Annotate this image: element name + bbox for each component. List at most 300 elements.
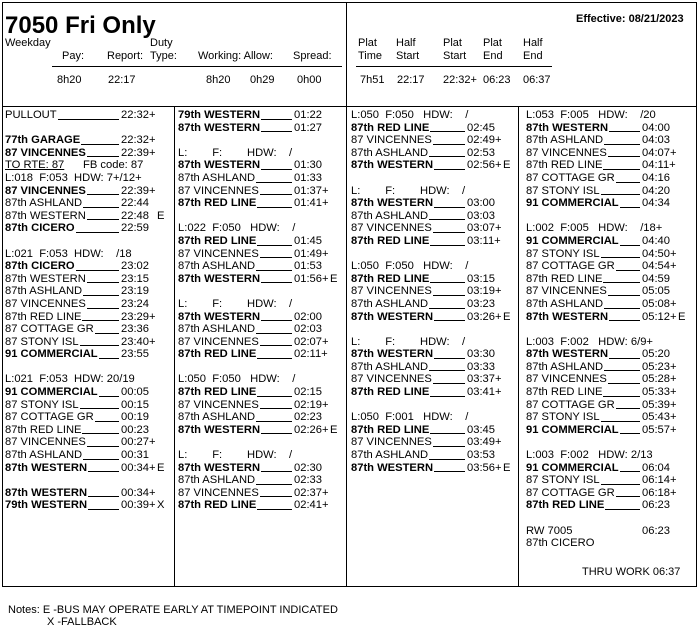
duty-label-1: Duty	[150, 37, 173, 49]
trip-header	[526, 449, 692, 462]
trip-header	[351, 336, 517, 349]
timepoint-name	[351, 436, 465, 449]
timepoint-row	[5, 109, 171, 122]
timepoint-name	[351, 361, 465, 374]
timepoint-row	[178, 487, 344, 500]
trip-header-text: L:050 F:001 HDW: /	[351, 411, 469, 424]
timepoint-row	[5, 185, 171, 198]
timepoint-name	[178, 386, 292, 399]
timepoint-name	[526, 411, 640, 424]
timepoint-name	[526, 399, 640, 412]
timepoint-label: 87 COTTAGE GR	[5, 411, 94, 424]
timepoint-name	[5, 462, 119, 475]
timepoint-label: 87th WESTERN	[5, 461, 88, 474]
trip-header-text: L: F: HDW: /	[351, 335, 466, 348]
timepoint-row	[351, 311, 517, 324]
timepoint-mark: E	[330, 423, 338, 436]
timepoint-row	[5, 311, 171, 324]
thru-work: THRU WORK 06:37	[582, 566, 681, 578]
timepoint-name	[5, 348, 119, 361]
trip-header	[5, 172, 171, 185]
trip-header-text: L: F: HDW: /	[351, 184, 466, 197]
timepoint-row	[178, 336, 344, 349]
timepoint-name	[351, 134, 465, 147]
timepoint-row	[351, 210, 517, 223]
timepoint-time: 05:43+	[642, 411, 677, 424]
timepoint-label: 87th RED LINE	[526, 499, 605, 512]
effective-date: Effective: 08/21/2023	[576, 13, 684, 25]
timepoint-label: 87th CICERO	[5, 222, 75, 235]
trip-header-text: L:050 F:050 HDW: /	[178, 373, 296, 386]
timepoint-name	[526, 298, 640, 311]
timepoint-name	[526, 474, 640, 487]
timepoint-label: 87 STONY ISL	[5, 398, 79, 411]
timepoint-name	[526, 386, 640, 399]
timepoint-row	[5, 348, 171, 361]
timepoint-name	[351, 386, 465, 399]
trip-header	[351, 109, 517, 122]
timepoint-time: 05:57+	[642, 423, 677, 436]
timepoint-time: 03:45	[467, 423, 495, 436]
plat-end-label-1: Plat	[483, 37, 502, 49]
timepoint-name	[526, 487, 640, 500]
timepoint-label: 87th ASHLAND	[178, 171, 256, 184]
timepoint-row	[351, 298, 517, 311]
timepoint-row	[526, 348, 692, 361]
timepoint-time: 03:37+	[467, 373, 502, 386]
row-gap	[5, 361, 171, 374]
timepoint-time: 01:53	[294, 260, 322, 273]
timepoint-mark: E	[157, 209, 165, 222]
timepoint-name	[178, 172, 292, 185]
timepoint-name	[5, 449, 119, 462]
report-label: Report:	[107, 50, 144, 62]
timepoint-name	[526, 285, 640, 298]
timepoint-label: 87th WESTERN	[351, 159, 434, 172]
timepoint-name	[178, 499, 292, 512]
spread-value: 0h00	[297, 74, 322, 86]
timepoint-name	[5, 134, 119, 147]
timepoint-label: 87th WESTERN	[526, 310, 609, 323]
timepoint-label: 87 VINCENNES	[351, 436, 432, 449]
row-gap	[178, 285, 344, 298]
timepoint-label: 87th RED LINE	[351, 386, 430, 399]
timepoint-label: 87 VINCENNES	[178, 398, 259, 411]
timepoint-row	[5, 424, 171, 437]
timepoint-name	[5, 487, 119, 500]
timepoint-row	[5, 436, 171, 449]
timepoint-name	[178, 185, 292, 198]
col-divider-2	[346, 106, 347, 587]
timepoint-label: 87th WESTERN	[351, 197, 434, 210]
timepoint-row	[526, 499, 692, 512]
timepoint-time: 05:23+	[642, 360, 677, 373]
col-divider-1	[174, 106, 175, 587]
timepoint-name	[526, 185, 640, 198]
trip-header	[178, 298, 344, 311]
timepoint-name	[5, 411, 119, 424]
trip-header-text: L:050 F:050 HDW: /	[351, 260, 469, 273]
timepoint-mark: X	[157, 499, 165, 512]
timepoint-name	[351, 235, 465, 248]
timepoint-time: 05:28+	[642, 373, 677, 386]
timepoint-row	[5, 273, 171, 286]
timepoint-label: 87 VINCENNES	[351, 285, 432, 298]
timepoint-time: 23:36	[121, 323, 149, 336]
timepoint-name	[526, 235, 640, 248]
half-end-value: 06:37	[523, 74, 551, 86]
timepoint-name	[178, 399, 292, 412]
timepoint-time: 03:15	[467, 272, 495, 285]
timepoint-label: 87th ASHLAND	[178, 474, 256, 487]
trip-header	[178, 449, 344, 462]
row-gap	[178, 436, 344, 449]
timepoint-time: 04:16	[642, 171, 670, 184]
timepoint-mark: E	[503, 461, 511, 474]
timepoint-label: 87 STONY ISL	[526, 184, 600, 197]
row-gap	[526, 512, 692, 525]
timepoint-name	[178, 487, 292, 500]
row-gap	[526, 436, 692, 449]
timepoint-label: 87 VINCENNES	[526, 285, 607, 298]
timepoint-label: 87th ASHLAND	[178, 260, 256, 273]
schedule-column-3	[351, 109, 517, 474]
trip-header	[526, 109, 692, 122]
timepoint-row	[351, 436, 517, 449]
plat-start-label-1: Plat	[443, 37, 462, 49]
timepoint-row	[178, 348, 344, 361]
timepoint-row	[526, 399, 692, 412]
trip-header-text: L:021 F:053 HDW: 20/19	[5, 373, 135, 386]
timepoint-row	[178, 197, 344, 210]
timepoint-row	[5, 499, 171, 512]
timepoint-time: 05:05	[642, 285, 670, 298]
timepoint-time: 00:19	[121, 411, 149, 424]
timepoint-row	[526, 285, 692, 298]
timepoint-row	[351, 348, 517, 361]
timepoint-name	[526, 172, 640, 185]
timepoint-name	[178, 348, 292, 361]
timepoint-time: 23:55	[121, 348, 149, 361]
timepoint-label: 87th ASHLAND	[351, 360, 429, 373]
timepoint-time: 04:03	[642, 134, 670, 147]
schedule-column-4	[526, 109, 692, 550]
timepoint-name	[526, 273, 640, 286]
timepoint-time: 22:32+	[121, 134, 156, 147]
timepoint-time: 04:40	[642, 234, 670, 247]
timepoint-label: 87th WESTERN	[178, 121, 261, 134]
timepoint-time: 00:05	[121, 386, 149, 399]
row-gap	[351, 399, 517, 412]
timepoint-row	[178, 323, 344, 336]
row-gap	[526, 323, 692, 336]
timepoint-name	[351, 147, 465, 160]
trip-header	[351, 260, 517, 273]
notes-line-1: E -BUS MAY OPERATE EARLY AT TIMEPOINT INDICATED	[42, 604, 338, 616]
timepoint-time: 01:41+	[294, 197, 329, 210]
timepoint-name	[526, 499, 640, 512]
timepoint-time: 05:33+	[642, 386, 677, 399]
timepoint-time: 23:24	[121, 297, 149, 310]
plat-time-label-1: Plat	[358, 37, 377, 49]
timepoint-label: 87th ASHLAND	[526, 297, 604, 310]
timepoint-name	[5, 311, 119, 324]
timepoint-time: 23:29+	[121, 310, 156, 323]
timepoint-name	[5, 399, 119, 412]
timepoint-time: 22:59	[121, 222, 149, 235]
timepoint-row	[526, 197, 692, 210]
row-gap	[5, 122, 171, 135]
trip-header-text: L:018 F:053 HDW: 7+/12+	[5, 171, 142, 184]
timepoint-label: 87 VINCENNES	[178, 247, 259, 260]
timepoint-name	[526, 159, 640, 172]
timepoint-label: 87th WESTERN	[5, 209, 86, 222]
trip-header-text: L:050 F:050 HDW: /	[351, 109, 469, 121]
timepoint-time: 04:34	[642, 197, 670, 210]
timepoint-name	[178, 260, 292, 273]
pay-label: Pay:	[62, 50, 85, 62]
timepoint-label: 87th ASHLAND	[351, 146, 429, 159]
timepoint-row	[351, 147, 517, 160]
timepoint-row	[5, 260, 171, 273]
timepoint-row	[351, 361, 517, 374]
timepoint-row	[526, 311, 692, 324]
route-info	[5, 159, 171, 172]
row-gap	[351, 323, 517, 336]
timepoint-row	[5, 210, 171, 223]
notes-line-2: X -FALLBACK	[47, 616, 117, 628]
trip-header	[351, 185, 517, 198]
timepoint-time: 23:15	[121, 272, 149, 285]
timepoint-name	[178, 311, 292, 324]
timepoint-label: 87 VINCENNES	[351, 222, 432, 235]
timepoint-name	[526, 134, 640, 147]
timepoint-time: 01:22	[294, 109, 322, 121]
timepoint-row	[351, 424, 517, 437]
half-start-value: 22:17	[397, 74, 425, 86]
timepoint-label: 87th WESTERN	[351, 461, 434, 474]
timepoint-time: 05:12+	[642, 310, 677, 323]
timepoint-row	[526, 361, 692, 374]
relief-row	[526, 537, 692, 550]
timepoint-label: 87th RED LINE	[178, 348, 257, 361]
timepoint-label: 91 COMMERCIAL	[526, 197, 619, 210]
timepoint-time: 00:15	[121, 398, 149, 411]
notes-title: Notes:	[8, 604, 40, 616]
timepoint-label: 87th ASHLAND	[5, 197, 83, 210]
header-underline-left	[52, 66, 342, 67]
timepoint-label: 87th WESTERN	[526, 121, 609, 134]
timepoint-label: 87 VINCENNES	[5, 436, 86, 449]
timepoint-time: 04:07+	[642, 146, 677, 159]
timepoint-name	[178, 122, 292, 135]
relief-row	[526, 525, 692, 538]
timepoint-row	[178, 399, 344, 412]
timepoint-label: 87 STONY ISL	[526, 247, 600, 260]
timepoint-name	[178, 462, 292, 475]
timepoint-name	[178, 424, 292, 437]
timepoint-time: 02:15	[294, 386, 322, 399]
timepoint-time: 02:03	[294, 323, 322, 336]
timepoint-label: 87 VINCENNES	[526, 373, 607, 386]
timepoint-row	[351, 134, 517, 147]
timepoint-time: 06:18+	[642, 486, 677, 499]
timepoint-label: 87th WESTERN	[5, 272, 86, 285]
half-start-label-1: Half	[396, 37, 416, 49]
timepoint-time: 02:23	[294, 411, 322, 424]
timepoint-label: 87th RED LINE	[178, 197, 257, 210]
timepoint-row	[351, 222, 517, 235]
trip-header	[5, 373, 171, 386]
timepoint-time: 22:44	[121, 197, 149, 210]
timepoint-label: 87th ASHLAND	[526, 360, 604, 373]
timepoint-label: 91 COMMERCIAL	[5, 348, 98, 361]
notes-section	[8, 604, 338, 616]
timepoint-time: 02:11+	[294, 348, 328, 361]
timepoint-label: 87th ASHLAND	[351, 449, 429, 462]
timepoint-label: 87th ASHLAND	[178, 411, 256, 424]
timepoint-time: 04:54+	[642, 260, 677, 273]
spread-label: Spread:	[293, 50, 332, 62]
relief-label: 87th CICERO	[526, 537, 595, 550]
plat-start-label-2: Start	[443, 50, 467, 62]
timepoint-name	[178, 109, 292, 122]
timepoint-time: 04:00	[642, 121, 670, 134]
timepoint-label: 87th RED LINE	[5, 310, 82, 323]
timepoint-label: 87th RED LINE	[178, 386, 257, 399]
timepoint-time: 03:19+	[467, 285, 502, 298]
timepoint-label: 87th ASHLAND	[526, 134, 604, 147]
timepoint-row	[5, 323, 171, 336]
timepoint-row	[351, 386, 517, 399]
trip-header-text: L: F: HDW: /	[178, 146, 293, 159]
timepoint-mark: E	[503, 159, 511, 172]
timepoint-time: 02:30	[294, 461, 322, 474]
timepoint-time: 03:26+	[467, 310, 502, 323]
timepoint-row	[5, 411, 171, 424]
timepoint-name	[5, 298, 119, 311]
timepoint-label: 87th WESTERN	[178, 461, 261, 474]
timepoint-time: 05:39+	[642, 398, 677, 411]
timepoint-row	[5, 147, 171, 160]
timepoint-time: 02:00	[294, 310, 322, 323]
schedule-column-1	[5, 109, 171, 512]
timepoint-row	[351, 462, 517, 475]
allow-value: 0h29	[250, 74, 275, 86]
timepoint-time: 02:56+	[467, 159, 502, 172]
timepoint-row	[5, 298, 171, 311]
timepoint-time: 23:40+	[121, 335, 156, 348]
trip-header	[526, 336, 692, 349]
timepoint-time: 00:23	[121, 423, 149, 436]
timepoint-row	[178, 311, 344, 324]
timepoint-label: 87th RED LINE	[5, 423, 82, 436]
timepoint-row	[5, 336, 171, 349]
timepoint-name	[351, 424, 465, 437]
timepoint-label: 87th ASHLAND	[5, 449, 83, 462]
timepoint-mark: E	[330, 272, 338, 285]
timepoint-label: 87 VINCENNES	[178, 335, 259, 348]
half-end-label-1: Half	[523, 37, 543, 49]
timepoint-label: 87 VINCENNES	[5, 146, 86, 159]
timepoint-time: 04:11+	[642, 159, 676, 172]
timepoint-time: 22:48	[121, 209, 149, 222]
timepoint-name	[351, 210, 465, 223]
weekday-label: Weekday	[5, 37, 51, 49]
timepoint-time: 01:49+	[294, 247, 329, 260]
timepoint-name	[178, 248, 292, 261]
timepoint-mark: E	[678, 310, 686, 323]
plat-time-label-2: Time	[358, 50, 383, 62]
timepoint-time: 22:32+	[121, 109, 156, 121]
row-gap	[178, 134, 344, 147]
timepoint-row	[5, 285, 171, 298]
timepoint-time: 02:37+	[294, 486, 329, 499]
timepoint-name	[5, 336, 119, 349]
timepoint-row	[178, 273, 344, 286]
timepoint-time: 03:30	[467, 348, 495, 361]
plat-end-value: 06:23	[483, 74, 511, 86]
timepoint-name	[5, 222, 119, 235]
timepoint-time: 03:49+	[467, 436, 502, 449]
timepoint-name	[5, 499, 119, 512]
timepoint-label: 87th RED LINE	[351, 121, 430, 134]
timepoint-name	[178, 323, 292, 336]
working-allow-label: Working: Allow:	[198, 50, 273, 62]
trip-header-text: L:003 F:002 HDW: 6/9+	[526, 335, 653, 348]
timepoint-label: 87th RED LINE	[351, 423, 430, 436]
timepoint-row	[526, 185, 692, 198]
timepoint-label: 79th WESTERN	[178, 109, 261, 121]
timepoint-row	[5, 197, 171, 210]
timepoint-name	[351, 285, 465, 298]
trip-header-text: L:021 F:053 HDW: /18	[5, 247, 132, 260]
run-number: 7050	[5, 12, 59, 39]
timepoint-time: 04:20	[642, 184, 670, 197]
timepoint-name	[351, 373, 465, 386]
timepoint-time: 03:56+	[467, 461, 502, 474]
working-value: 8h20	[206, 74, 231, 86]
timepoint-name	[526, 361, 640, 374]
timepoint-name	[5, 260, 119, 273]
timepoint-label: 87th RED LINE	[178, 234, 257, 247]
half-start-label-2: Start	[396, 50, 420, 62]
timepoint-time: 01:56+	[294, 272, 329, 285]
timepoint-name	[178, 411, 292, 424]
timepoint-label: 87th RED LINE	[526, 272, 603, 285]
timepoint-label: 87th RED LINE	[526, 159, 603, 172]
timepoint-label: 87 COTTAGE GR	[526, 486, 615, 499]
timepoint-name	[178, 474, 292, 487]
timepoint-name	[351, 222, 465, 235]
timepoint-label: PULLOUT	[5, 109, 57, 121]
timepoint-name	[5, 147, 119, 160]
timepoint-row	[526, 159, 692, 172]
timepoint-time: 03:03	[467, 209, 495, 222]
timepoint-time: 06:14+	[642, 474, 677, 487]
plat-time-value: 7h51	[360, 74, 385, 86]
timepoint-name	[526, 260, 640, 273]
timepoint-time: 01:33	[294, 171, 322, 184]
trip-header	[526, 222, 692, 235]
timepoint-time: 05:20	[642, 348, 670, 361]
timepoint-row	[526, 487, 692, 500]
timepoint-time: 02:45	[467, 121, 495, 134]
header-underline-right	[356, 66, 552, 67]
timepoint-name	[351, 273, 465, 286]
timepoint-time: 01:30	[294, 159, 322, 172]
timepoint-time: 22:39+	[121, 146, 156, 159]
